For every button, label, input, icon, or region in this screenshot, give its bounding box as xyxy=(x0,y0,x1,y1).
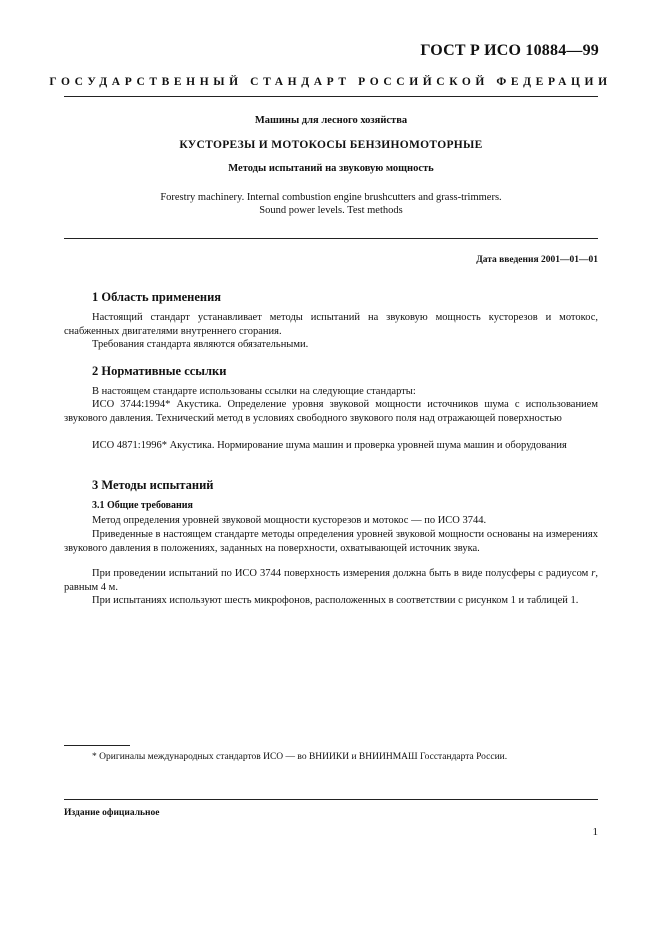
radius-variable: r xyxy=(591,568,596,579)
section-2-paragraph-3: ИСО 4871:1996* Акустика. Нормирование шума машин и проверка уровней шума машин и оборудования xyxy=(92,440,567,451)
official-edition-label: Издание официальное xyxy=(64,808,160,818)
top-divider xyxy=(64,96,598,97)
english-title-line-2: Sound power levels. Test methods xyxy=(259,205,403,216)
footnote: * Оригиналы международных стандартов ИСО — во ВНИИКИ и ВНИИНМАШ Госстандарта России. xyxy=(92,752,508,762)
section-3-paragraph-1: Метод определения уровней звуковой мощности кусторезов и мотокос — по ИСО 3744. xyxy=(92,515,487,526)
section-2-paragraph-1: В настоящем стандарте использованы ссылки на следующие стандарты: xyxy=(92,386,416,397)
government-standard-banner: ГОСУДАРСТВЕННЫЙ СТАНДАРТ РОССИЙСКОЙ ФЕДЕРАЦИИ xyxy=(49,76,612,88)
section-3-paragraph-2: Приведенные в настоящем стандарте методы определения уровней звуковой мощности основаны на измерениях звукового давления в положениях, заданных на поверхности, охватывающей источник звука. xyxy=(64,529,598,554)
page-number: 1 xyxy=(592,826,598,838)
introduction-date: Дата введения 2001—01—01 xyxy=(476,255,598,265)
bottom-divider xyxy=(64,799,598,800)
footnote-divider xyxy=(64,745,130,746)
section-3-paragraph-3-text-a: При проведении испытаний по ИСО 3744 поверхность измерения должна быть в виде полусферы с радиусом xyxy=(92,568,592,579)
section-2-heading: 2 Нормативные ссылки xyxy=(92,364,227,378)
section-3-paragraph-3-text-b: , равным 4 м. xyxy=(64,568,598,593)
category-title: Машины для лесного хозяйства xyxy=(254,115,408,126)
title-divider xyxy=(64,238,598,239)
english-title xyxy=(64,191,598,217)
section-1-paragraph-1: Настоящий стандарт устанавливает методы испытаний на звуковую мощность кусторезов и мотокос, снабженных двигателями внутреннего сгорания. xyxy=(64,312,598,337)
section-1-paragraph-2: Требования стандарта являются обязательными. xyxy=(92,339,309,350)
section-1-heading: 1 Область применения xyxy=(92,290,222,304)
main-title: КУСТОРЕЗЫ И МОТОКОСЫ БЕНЗИНОМОТОРНЫЕ xyxy=(179,139,483,151)
section-3-heading: 3 Методы испытаний xyxy=(92,478,214,492)
section-3-paragraph-4: При испытаниях используют шесть микрофонов, расположенных в соответствии с рисунком 1 и таблицей 1. xyxy=(92,595,579,606)
english-title-line-1: Forestry machinery. Internal combustion engine brushcutters and grass-trimmers. xyxy=(160,192,502,203)
section-3-paragraph-3 xyxy=(64,567,598,594)
subtitle: Методы испытаний на звуковую мощность xyxy=(228,163,434,174)
subsection-3-1-heading: 3.1 Общие требования xyxy=(92,500,193,511)
section-2-paragraph-2: ИСО 3744:1994* Акустика. Определение уровня звуковой мощности источников шума с использованием звукового давления. Технический метод в условиях свободного звукового поля над отражающей поверхностью xyxy=(64,399,598,424)
gost-number: ГОСТ Р ИСО 10884—99 xyxy=(420,42,599,59)
